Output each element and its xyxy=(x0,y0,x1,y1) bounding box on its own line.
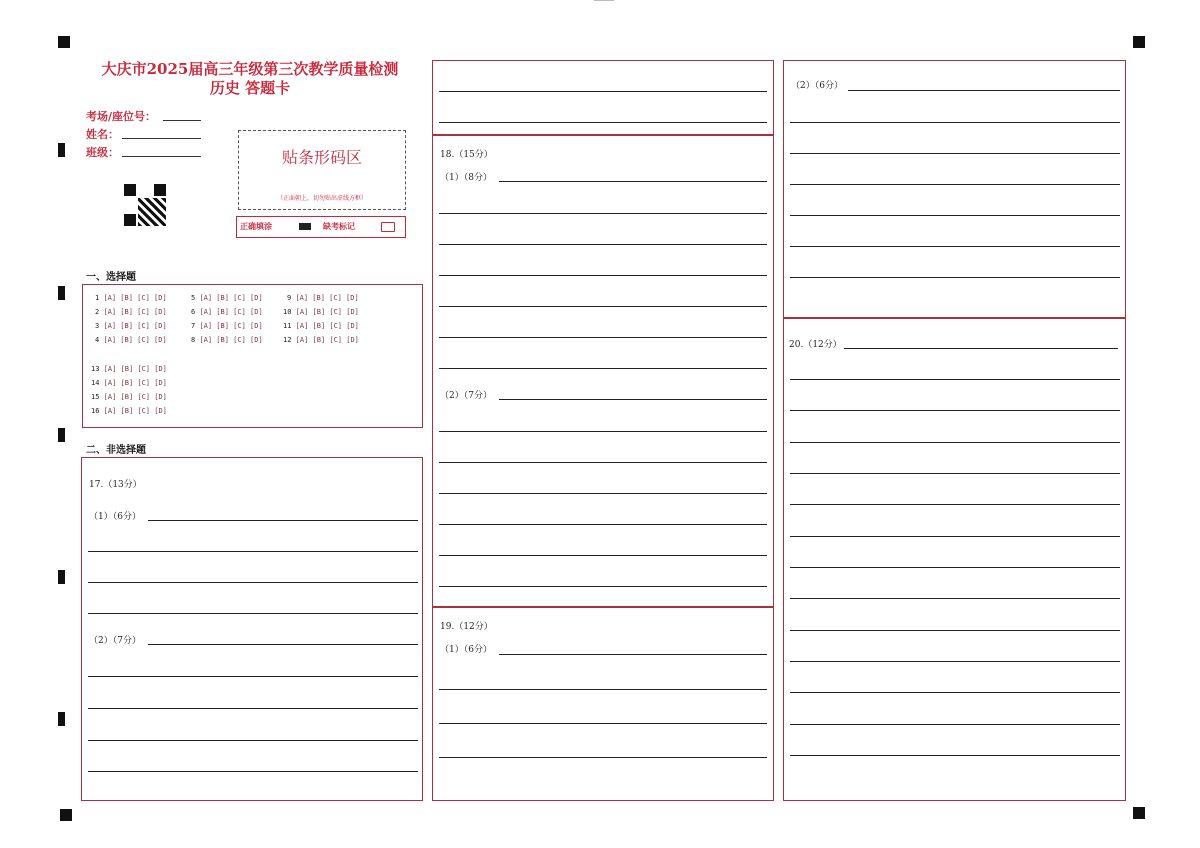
answer-line[interactable] xyxy=(790,410,1120,411)
section-choice-heading: 一、选择题 xyxy=(86,272,136,283)
answer-line[interactable] xyxy=(439,122,767,123)
q17-part1-label: （1）（6分） xyxy=(89,512,141,522)
answer-line[interactable] xyxy=(148,520,418,521)
answer-line[interactable] xyxy=(848,90,1120,91)
top-edge-mark xyxy=(594,0,614,1)
answer-line[interactable] xyxy=(439,337,767,338)
corner-mark-bottom-right xyxy=(1133,807,1145,819)
answer-line[interactable] xyxy=(88,676,418,677)
barcode-title: 贴条形码区 xyxy=(281,148,362,167)
answer-line[interactable] xyxy=(439,689,767,690)
q18-title: 18.（15分） xyxy=(440,150,493,160)
q18-answer-box xyxy=(432,134,774,608)
choice-question[interactable]: 7 [A] [B] [C] [D] xyxy=(191,322,263,330)
answer-line[interactable] xyxy=(790,724,1120,725)
answer-line[interactable] xyxy=(88,740,418,741)
choice-question[interactable]: 2 [A] [B] [C] [D] xyxy=(95,308,167,316)
seat-number-field[interactable] xyxy=(163,120,201,121)
answer-line[interactable] xyxy=(790,755,1120,756)
qr-code xyxy=(124,184,166,226)
answer-line[interactable] xyxy=(439,462,767,463)
q18-part1-label: （1）（8分） xyxy=(440,173,492,183)
seat-number-label: 考场/座位号： xyxy=(86,110,157,123)
q20-answer-box xyxy=(783,317,1126,801)
corner-mark-bottom-left xyxy=(60,809,72,821)
answer-line[interactable] xyxy=(790,122,1120,123)
choice-question[interactable]: 5 [A] [B] [C] [D] xyxy=(191,294,263,302)
corner-mark-top-right xyxy=(1133,36,1145,48)
exam-title: 大庆市2025届高三年级第三次教学质量检测 xyxy=(101,60,399,78)
answer-line[interactable] xyxy=(790,184,1120,185)
q19-answer-box xyxy=(432,606,774,801)
corner-mark-top-left xyxy=(58,36,70,48)
name-field[interactable] xyxy=(122,138,201,139)
filled-sample-mark xyxy=(299,223,311,230)
answer-line[interactable] xyxy=(790,504,1120,505)
answer-line[interactable] xyxy=(439,275,767,276)
answer-line[interactable] xyxy=(790,630,1120,631)
answer-line[interactable] xyxy=(439,493,767,494)
answer-line[interactable] xyxy=(439,723,767,724)
choice-question[interactable]: 14 [A] [B] [C] [D] xyxy=(91,379,167,387)
choice-question[interactable]: 4 [A] [B] [C] [D] xyxy=(95,336,167,344)
choice-question[interactable]: 15 [A] [B] [C] [D] xyxy=(91,393,167,401)
answer-line[interactable] xyxy=(148,644,418,645)
answer-line[interactable] xyxy=(439,213,767,214)
choice-question[interactable]: 10 [A] [B] [C] [D] xyxy=(283,308,359,316)
answer-line[interactable] xyxy=(439,524,767,525)
q19-part1-label: （1）（6分） xyxy=(440,645,492,655)
answer-line[interactable] xyxy=(88,582,418,583)
barcode-zone xyxy=(238,130,406,210)
answer-line[interactable] xyxy=(88,771,418,772)
class-field[interactable] xyxy=(122,156,201,157)
choice-question[interactable]: 9 [A] [B] [C] [D] xyxy=(287,294,359,302)
answer-line[interactable] xyxy=(439,244,767,245)
answer-line[interactable] xyxy=(790,379,1120,380)
choice-question[interactable]: 13 [A] [B] [C] [D] xyxy=(91,365,167,373)
choice-question[interactable]: 16 [A] [B] [C] [D] xyxy=(91,407,167,415)
choice-question[interactable]: 8 [A] [B] [C] [D] xyxy=(191,336,263,344)
answer-line[interactable] xyxy=(439,368,767,369)
class-label: 班级： xyxy=(86,146,119,159)
answer-line[interactable] xyxy=(790,567,1120,568)
answer-line[interactable] xyxy=(499,654,767,655)
choice-question[interactable]: 12 [A] [B] [C] [D] xyxy=(283,336,359,344)
answer-line[interactable] xyxy=(499,181,767,182)
answer-line[interactable] xyxy=(790,215,1120,216)
answer-line[interactable] xyxy=(790,692,1120,693)
answer-line[interactable] xyxy=(790,153,1120,154)
choice-question[interactable]: 11 [A] [B] [C] [D] xyxy=(283,322,359,330)
choice-question[interactable]: 1 [A] [B] [C] [D] xyxy=(95,294,167,302)
answer-line[interactable] xyxy=(790,473,1120,474)
answer-line[interactable] xyxy=(790,661,1120,662)
answer-line[interactable] xyxy=(790,598,1120,599)
answer-line[interactable] xyxy=(790,246,1120,247)
choice-question[interactable]: 3 [A] [B] [C] [D] xyxy=(95,322,167,330)
q16-continuation-box xyxy=(432,60,774,136)
answer-line[interactable] xyxy=(439,431,767,432)
side-mark xyxy=(58,143,65,157)
barcode-note: （正面朝上，切勿贴出虚线方框） xyxy=(276,195,367,202)
side-mark xyxy=(58,428,65,442)
q20-title: 20.（12分） xyxy=(789,340,842,350)
absent-mark-label: 缺考标记 xyxy=(323,221,355,231)
correct-fill-label: 正确填涂 xyxy=(240,221,272,231)
q17-title: 17.（13分） xyxy=(89,480,142,490)
answer-line[interactable] xyxy=(439,91,767,92)
subject-title: 历史 答题卡 xyxy=(209,79,291,97)
q19-part2-label: （2）（6分） xyxy=(791,81,843,91)
answer-line[interactable] xyxy=(844,348,1118,349)
side-mark xyxy=(58,712,65,726)
choice-answer-box xyxy=(82,284,423,428)
choice-question[interactable]: 6 [A] [B] [C] [D] xyxy=(191,308,263,316)
q19-title: 19.（12分） xyxy=(440,622,493,632)
q17-part2-label: （2）（7分） xyxy=(89,636,141,646)
section-nonchoice-heading: 二、非选择题 xyxy=(86,445,146,456)
answer-line[interactable] xyxy=(88,708,418,709)
q19-part2-box xyxy=(783,60,1126,319)
answer-line[interactable] xyxy=(790,442,1120,443)
answer-line[interactable] xyxy=(88,551,418,552)
answer-line[interactable] xyxy=(790,277,1120,278)
fill-status-box xyxy=(236,216,406,238)
answer-line[interactable] xyxy=(439,757,767,758)
answer-line[interactable] xyxy=(88,613,418,614)
answer-line[interactable] xyxy=(499,399,767,400)
answer-line[interactable] xyxy=(790,536,1120,537)
q18-part2-label: （2）（7分） xyxy=(440,391,492,401)
name-label: 姓名： xyxy=(86,128,119,141)
answer-line[interactable] xyxy=(439,586,767,587)
answer-line[interactable] xyxy=(439,555,767,556)
side-mark xyxy=(58,570,65,584)
q17-answer-box xyxy=(81,457,423,801)
answer-line[interactable] xyxy=(439,306,767,307)
absent-checkbox[interactable] xyxy=(381,222,395,232)
side-mark xyxy=(58,286,65,300)
